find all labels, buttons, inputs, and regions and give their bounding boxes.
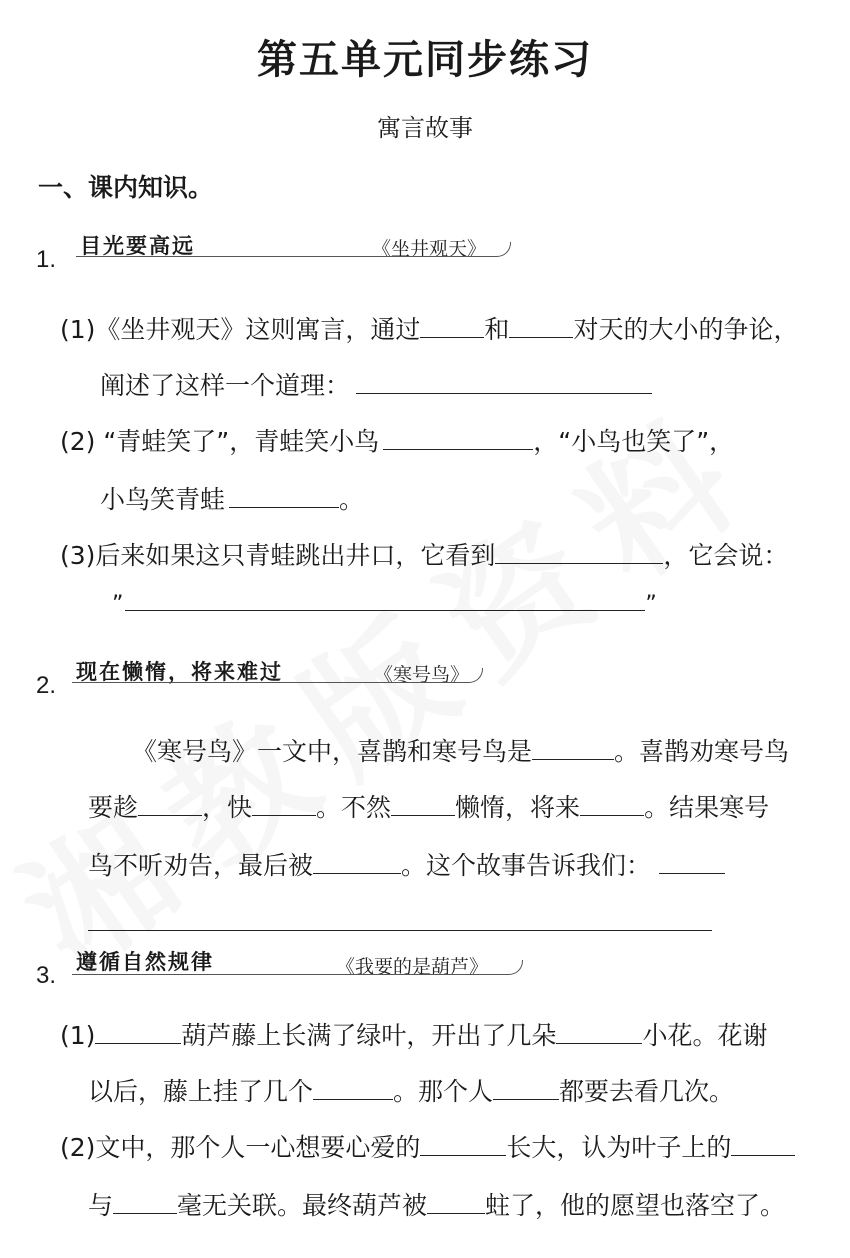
q2-line-3: 鸟不听劝告，最后被 。这个故事告诉我们：	[88, 846, 725, 882]
q1-band-underline	[76, 242, 511, 257]
q1-band-title: 目光要高远	[80, 234, 195, 258]
blank[interactable]	[493, 1075, 559, 1100]
q3-band-underline	[72, 960, 523, 975]
blank[interactable]	[113, 1189, 177, 1214]
blank[interactable]	[138, 791, 202, 816]
q3-line-1: (1) 葫芦藤上长满了绿叶，开出了几朵 小花。花谢	[60, 1021, 768, 1050]
q3-line-3: (2)文中，那个人一心想要心爱的 长大，认为叶子上的	[60, 1128, 795, 1164]
blank[interactable]	[580, 791, 644, 816]
q2-line-1: 《寒号鸟》一文中，喜鹊和寒号鸟是 。喜鹊劝寒号鸟	[132, 737, 790, 766]
blank[interactable]	[125, 586, 645, 611]
blank[interactable]	[427, 1189, 485, 1214]
blank[interactable]	[556, 1019, 642, 1044]
q1-band-source: 《坐井观天》	[372, 238, 487, 260]
blank[interactable]	[420, 1131, 506, 1156]
blank[interactable]	[495, 539, 663, 564]
question-number-2: 2.	[36, 672, 57, 699]
blank[interactable]	[383, 425, 533, 450]
blank[interactable]	[313, 1075, 393, 1100]
blank[interactable]	[313, 849, 401, 874]
q1-line-6: ” ”	[112, 586, 657, 617]
section-heading: 一、课内知识。	[38, 173, 214, 202]
blank[interactable]	[252, 791, 316, 816]
q3-band-source: 《我要的是葫芦》	[336, 956, 489, 978]
blank[interactable]	[229, 483, 339, 508]
q2-band-underline	[72, 668, 483, 683]
q1-line-3: (2) “青蛙笑了”，青蛙笑小鸟 ，“小鸟也笑了”，	[60, 427, 735, 456]
blank[interactable]	[356, 369, 652, 394]
blank[interactable]	[391, 791, 455, 816]
q3-line-4: 与 毫无关联。最终葫芦被 蛀了，他的愿望也落空了。	[88, 1191, 786, 1220]
q1-line-4: 小鸟笑青蛙 。	[100, 485, 365, 514]
page-subtitle: 寓言故事	[377, 114, 473, 142]
q2-band-source: 《寒号鸟》	[374, 664, 470, 686]
q1-line-1: (1)《坐井观天》这则寓言，通过 和 对天的大小的争论，	[60, 315, 799, 344]
q2-band-title: 现在懒惰，将来难过	[76, 660, 283, 684]
blank[interactable]	[95, 1019, 181, 1044]
blank[interactable]	[731, 1131, 795, 1156]
q3-line-2: 以后，藤上挂了几个 。那个人 都要去看几次。	[88, 1077, 735, 1106]
question-number-3: 3.	[36, 962, 57, 989]
page-title: 第五单元同步练习	[257, 37, 593, 83]
q3-band-title: 遵循自然规律	[76, 950, 214, 974]
q2-answer-line[interactable]	[88, 906, 712, 931]
question-number-1: 1.	[36, 246, 57, 273]
blank[interactable]	[659, 849, 725, 874]
q1-line-2: 阐述了这样一个道理：	[100, 366, 652, 402]
blank[interactable]	[420, 313, 484, 338]
blank[interactable]	[509, 313, 573, 338]
q1-line-5: (3)后来如果这只青蛙跳出井口，它看到 ，它会说：	[60, 541, 789, 570]
q2-line-2: 要趁 ，快 。不然 懒惰，将来 。结果寒号	[88, 793, 770, 822]
blank[interactable]	[532, 735, 614, 760]
